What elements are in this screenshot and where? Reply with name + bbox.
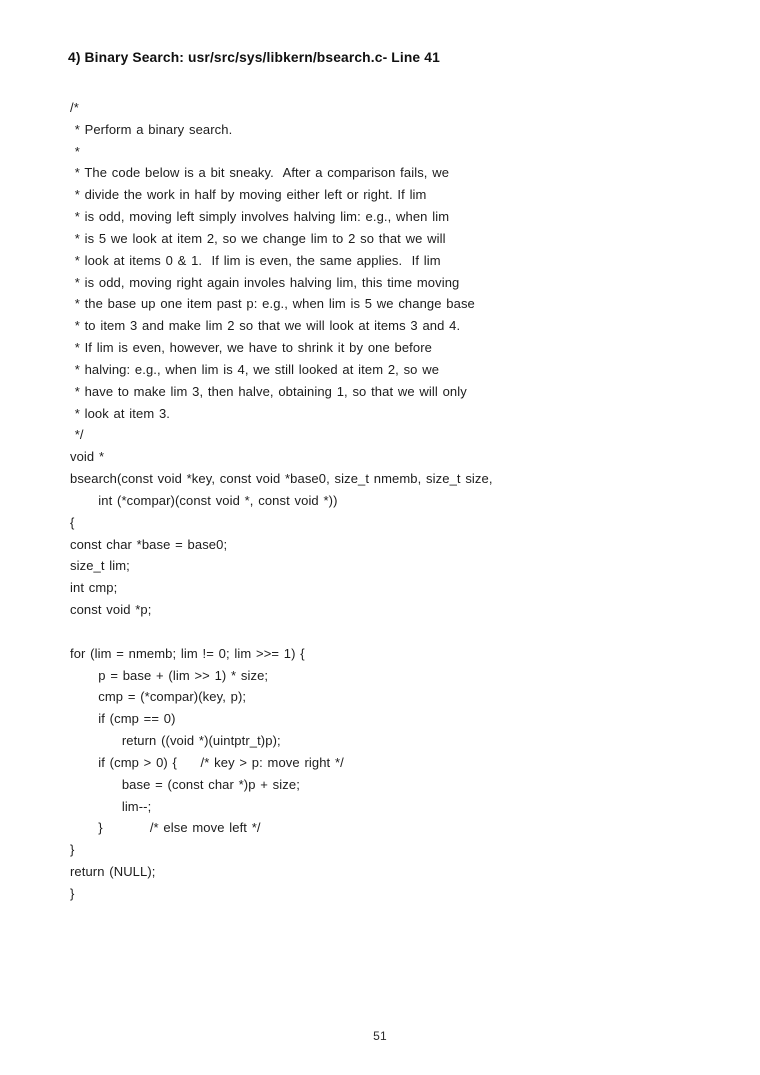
page-number: 51 — [373, 1029, 387, 1043]
code-line: * If lim is even, however, we have to shrink it by one before — [70, 340, 432, 356]
code-line: * is 5 we look at item 2, so we change lim to 2 so that we will — [70, 230, 446, 246]
code-line: * the base up one item past p: e.g., when lim is 5 we change base — [70, 296, 475, 312]
code-line: if (cmp > 0) { /* key > p: move right */ — [70, 754, 344, 770]
code-line — [70, 621, 493, 643]
code-line: } /* else move left */ — [70, 820, 261, 836]
code-line: * look at items 0 & 1. If lim is even, the same applies. If lim — [70, 252, 441, 268]
code-line: for (lim = nmemb; lim != 0; lim >>= 1) { — [70, 645, 305, 661]
code-line: void * — [70, 449, 105, 465]
code-line: if (cmp == 0) — [70, 711, 176, 727]
code-line: p = base + (lim >> 1) * size; — [70, 667, 269, 683]
code-line: int cmp; — [70, 580, 118, 596]
code-line: } — [70, 885, 75, 901]
code-line: * — [70, 143, 80, 159]
code-line: size_t lim; — [70, 558, 130, 574]
section-title: 4) Binary Search: usr/src/sys/libkern/bsearch.c- Line 41 — [68, 50, 440, 65]
code-line: int (*compar)(const void *, const void *)) — [70, 492, 338, 508]
code-line: return ((void *)(uintptr_t)p); — [70, 733, 281, 749]
code-line: * have to make lim 3, then halve, obtaining 1, so that we will only — [70, 383, 467, 399]
code-line: lim--; — [70, 798, 152, 814]
code-line: } — [70, 842, 75, 858]
code-line: * The code below is a bit sneaky. After a comparison fails, we — [70, 165, 450, 181]
code-line: * is odd, moving left simply involves halving lim: e.g., when lim — [70, 209, 450, 225]
code-line: base = (const char *)p + size; — [70, 776, 300, 792]
code-line: * divide the work in half by moving either left or right. If lim — [70, 187, 427, 203]
code-line: * is odd, moving right again involes halving lim, this time moving — [70, 274, 460, 290]
code-line: * look at item 3. — [70, 405, 171, 421]
code-line: const char *base = base0; — [70, 536, 228, 552]
code-line: /* — [70, 100, 79, 115]
code-line: cmp = (*compar)(key, p); — [70, 689, 247, 705]
code-line: bsearch(const void *key, const void *base0, size_t nmemb, size_t size, — [70, 471, 493, 487]
code-block — [70, 97, 493, 905]
code-line: * halving: e.g., when lim is 4, we still looked at item 2, so we — [70, 361, 440, 377]
code-line: */ — [70, 427, 84, 443]
code-line: { — [70, 514, 75, 530]
code-line: const void *p; — [70, 602, 152, 618]
code-line: * Perform a binary search. — [70, 121, 233, 137]
code-line: return (NULL); — [70, 863, 156, 879]
code-line: * to item 3 and make lim 2 so that we will look at items 3 and 4. — [70, 318, 461, 334]
